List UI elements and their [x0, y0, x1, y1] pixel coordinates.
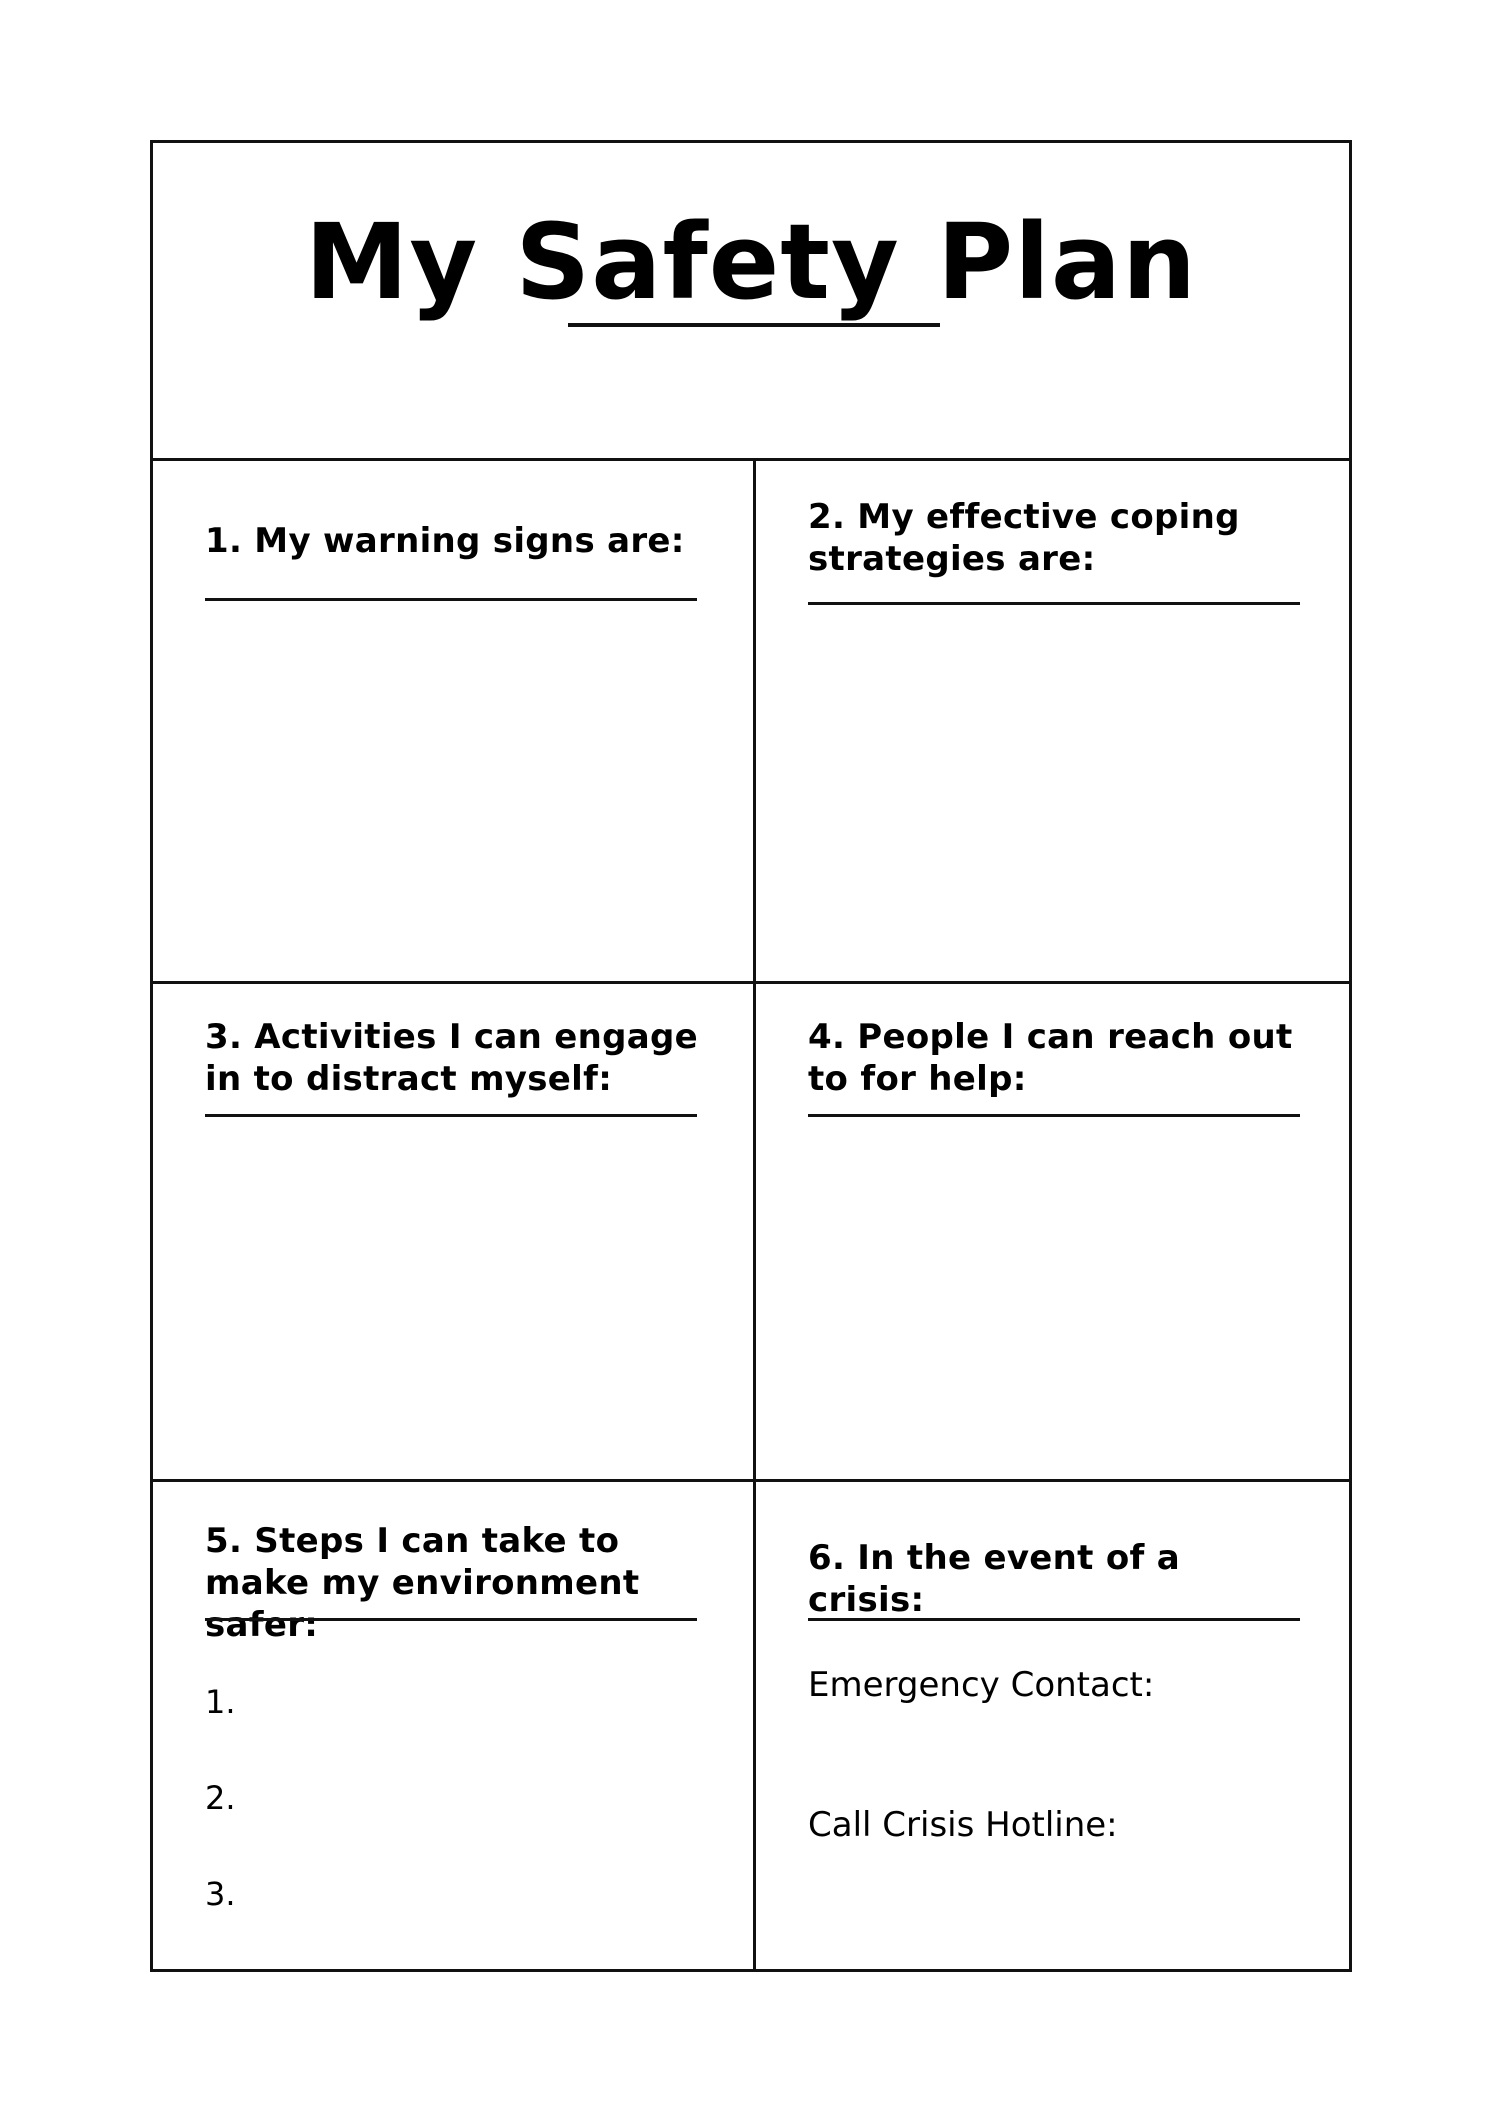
section-heading: 3. Activities I can engage in to distract myself: [205, 1017, 699, 1099]
section-coping-strategies[interactable] [756, 458, 1356, 981]
section-heading: 1. My warning signs are: [205, 521, 685, 561]
section-row-2 [153, 984, 1349, 1482]
section-warning-signs[interactable] [153, 458, 753, 981]
section-people[interactable] [756, 984, 1356, 1479]
center-divider [753, 458, 756, 1969]
section-environment[interactable] [153, 1482, 753, 1969]
section-heading-rule [205, 1114, 697, 1117]
list-item-number: 3. [205, 1875, 236, 1913]
section-activities[interactable] [153, 984, 753, 1479]
section-heading-rule [205, 598, 697, 601]
section-heading-rule [808, 1618, 1300, 1621]
list-item-number: 2. [205, 1779, 236, 1817]
sections-grid [153, 458, 1349, 1969]
safety-plan-sheet [150, 140, 1352, 1972]
emergency-contact-label: Emergency Contact: [808, 1665, 1155, 1705]
section-heading-rule [808, 1114, 1300, 1117]
section-heading-rule [205, 1618, 697, 1621]
section-heading: 6. In the event of a crisis: [808, 1538, 1180, 1620]
section-heading: 2. My effective coping strategies are: [808, 497, 1240, 579]
section-heading-rule [808, 602, 1300, 605]
section-row-1 [153, 458, 1349, 984]
page-title: My Safety Plan [304, 201, 1198, 323]
section-crisis[interactable] [756, 1482, 1356, 1969]
section-heading: 5. Steps I can take to make my environment safer: [205, 1521, 640, 1645]
crisis-hotline-label: Call Crisis Hotline: [808, 1805, 1118, 1845]
title-underline [568, 323, 940, 327]
list-item-number: 1. [205, 1683, 236, 1721]
section-row-3 [153, 1482, 1349, 1969]
section-heading: 4. People I can reach out to for help: [808, 1017, 1293, 1099]
title-area [153, 143, 1349, 461]
